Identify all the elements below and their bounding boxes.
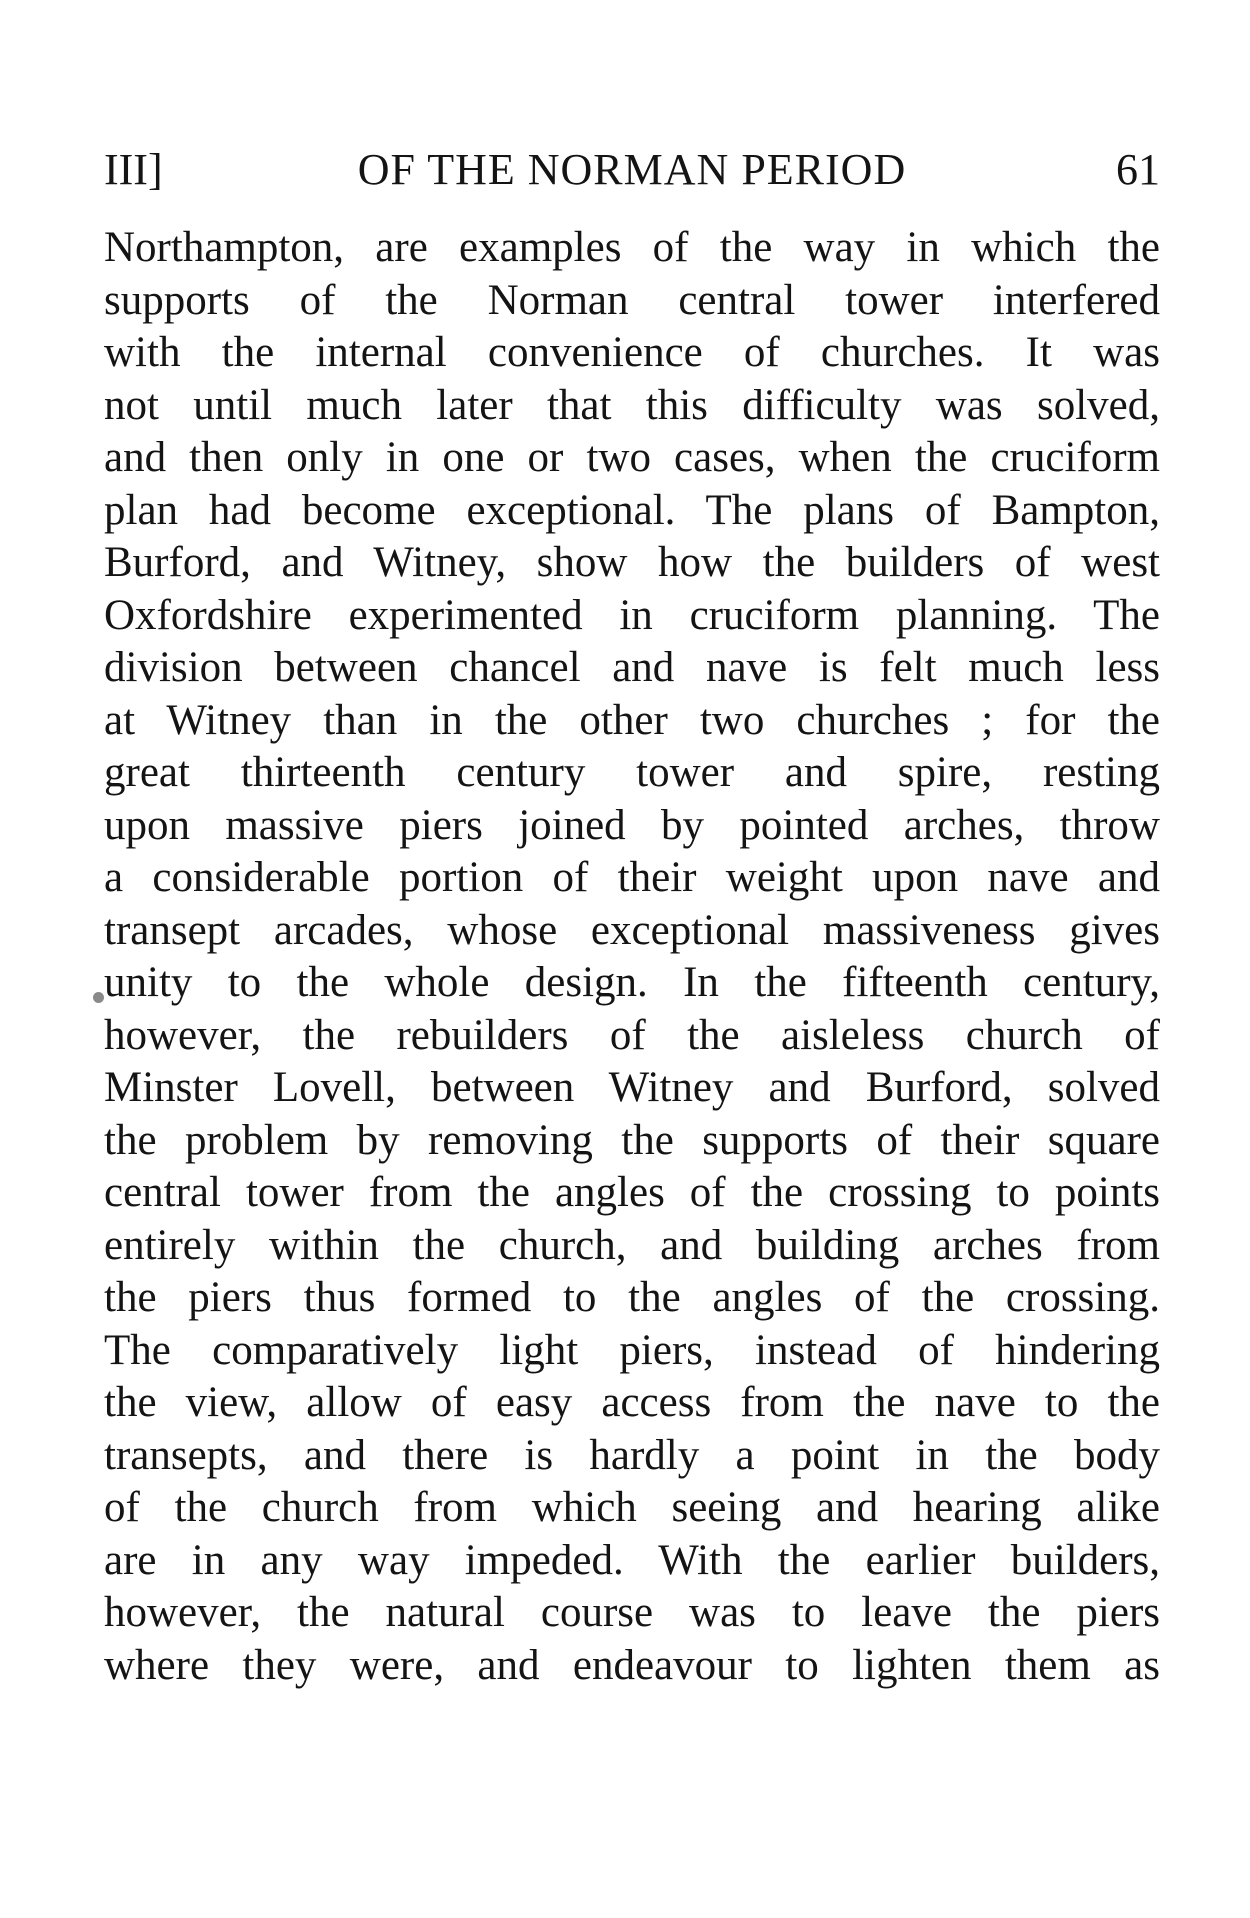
text-line: great thirteenth century tower and spire, resting: [104, 749, 1160, 796]
text-line: are in any way impeded. With the earlier builders,: [104, 1536, 1160, 1584]
text-line: however, the rebuilders of the aisleless church of: [104, 1011, 1160, 1059]
text-line: central tower from the angles of the crossing to points: [104, 1169, 1160, 1216]
text-line: Northampton, are examples of the way in which the: [104, 224, 1160, 271]
text-line: where they were, and endeavour to lighten them as: [104, 1641, 1160, 1689]
page-number: 61: [1116, 145, 1160, 194]
text-line: supports of the Norman central tower interfered: [104, 276, 1160, 324]
text-line: not until much later that this difficulty was solved,: [104, 381, 1160, 429]
text-line: the piers thus formed to the angles of the crossing.: [104, 1274, 1160, 1321]
text-line: Minster Lovell, between Witney and Burford, solved: [104, 1064, 1160, 1111]
text-line: Oxfordshire experimented in cruciform planning. The: [104, 591, 1160, 639]
text-line: at Witney than in the other two churches ; for the: [104, 696, 1160, 744]
text-line: entirely within the church, and building arches from: [104, 1221, 1160, 1269]
text-line: a considerable portion of their weight upon nave and: [104, 854, 1160, 901]
text-line: The comparatively light piers, instead of hindering: [104, 1326, 1160, 1374]
text-line: the view, allow of easy access from the nave to the: [104, 1379, 1160, 1426]
text-line: unity to the whole design. In the fifteenth century,: [104, 959, 1160, 1006]
margin-dot-mark: [93, 992, 104, 1003]
text-line: division between chancel and nave is felt much less: [104, 644, 1160, 691]
body-paragraph: [104, 222, 1160, 1692]
text-line: the problem by removing the supports of their square: [104, 1116, 1160, 1164]
text-line: of the church from which seeing and hearing alike: [104, 1484, 1160, 1531]
text-line: transepts, and there is hardly a point in the body: [104, 1431, 1160, 1479]
running-head: [104, 140, 1160, 200]
text-line: and then only in one or two cases, when the cruciform: [104, 434, 1160, 481]
running-title: OF THE NORMAN PERIOD: [357, 145, 907, 194]
text-line: plan had become exceptional. The plans of Bampton,: [104, 486, 1160, 534]
text-line: upon massive piers joined by pointed arches, throw: [104, 801, 1160, 849]
chapter-number: III]: [104, 145, 163, 194]
text-line: with the internal convenience of churches. It was: [104, 329, 1160, 376]
text-line: however, the natural course was to leave the piers: [104, 1589, 1160, 1636]
text-line: Burford, and Witney, show how the builders of west: [104, 539, 1160, 586]
text-line: transept arcades, whose exceptional massiveness gives: [104, 906, 1160, 954]
